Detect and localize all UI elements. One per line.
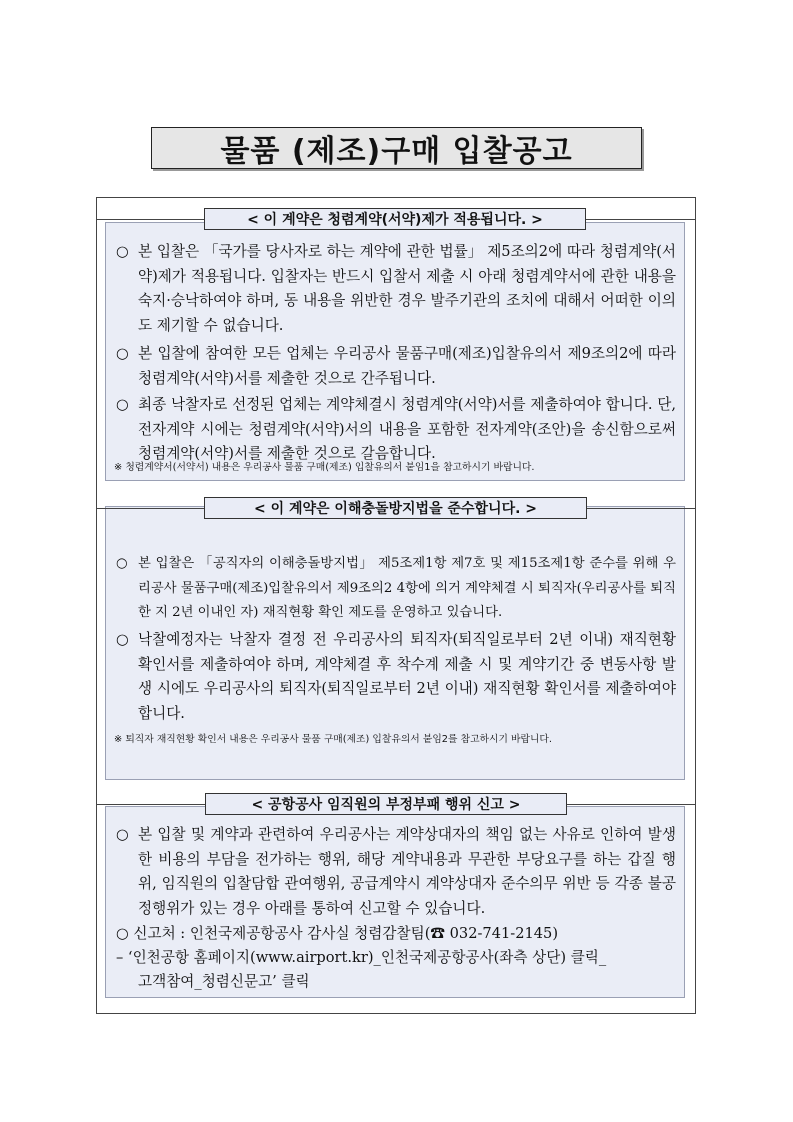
reference-note: ※ 퇴직자 재직현황 확인서 내용은 우리공사 물품 구매(제조) 입찰유의서 붙임2를 참고하시기 바랍니다. [114,734,553,745]
heading-rule-left [96,804,205,805]
bullet: ○ [116,556,128,571]
integrity-contract-heading: < 이 계약은 청렴계약(서약)제가 적용됩니다. > [204,208,586,230]
bullet: ○ [116,826,129,843]
reference-note: ※ 청렴계약서(서약서) 내용은 우리공사 물품 구매(제조) 입찰유의서 붙임1을 참고하시기 바랍니다. [114,462,535,473]
bullet: ○ [116,345,129,362]
corruption-report-heading: < 공항공사 임직원의 부정부패 행위 신고 > [205,793,567,815]
report-path-continued: 고객참여_청렴신문고’ 클릭 [138,973,310,990]
heading-rule-right [586,219,696,220]
bullet: ○ [116,631,129,648]
conflict-of-interest-heading: < 이 계약은 이해충돌방지법을 준수합니다. > [204,497,587,519]
heading-rule-left [96,219,204,220]
list-item-text: 최종 낙찰자로 선정된 업체는 계약체결시 청렴계약(서약)서를 제출하여야 합니다. 단, 전자계약 시에는 청렴계약(서약)서의 내용을 포함한 전자계약(조안)을 송신함으로써 청렴계약(서약)서를 제출한 것으로 갈음합니다. [138,396,676,463]
list-item-text: 본 입찰 및 계약과 관련하여 우리공사는 계약상대자의 책임 없는 사유로 인하여 발생한 비용의 부담을 전가하는 행위, 해당 계약내용과 무관한 부당요구를 하는 갑질 행위, 임직원의 입찰담합 관여행위, 공급계약시 계약상대자 준수의무 위반 등 각종 불공정행위가 있는 경우 아래를 통하여 신고할 수 있습니다. [138,826,676,917]
report-contact: ○ 신고처 : 인천국제공항공사 감사실 청렴감찰팀(☎ 032-741-2145) [116,925,559,942]
report-path: – ‘인천공항 홈페이지(www.airport.kr)_인천국제공항공사(좌측 상단) 클릭_ [116,949,607,966]
list-item-text: 본 입찰에 참여한 모든 업체는 우리공사 물품구매(제조)입찰유의서 제9조의2에 따라 청렴계약(서약)서를 제출한 것으로 간주됩니다. [138,345,676,387]
bullet: ○ [116,243,129,260]
bullet: ○ [116,396,129,413]
page-title: 물품 (제조)구매 입찰공고 [151,127,642,169]
heading-rule-right [587,508,696,509]
list-item-text: 본 입찰은 「공직자의 이해충돌방지법」 제5조제1항 제7호 및 제15조제1항 준수를 위해 우리공사 물품구매(제조)입찰유의서 제9조의2 4항에 의거 계약체결 시 퇴직자(우리공사를 퇴직한 지 2년 이내인 자) 재직현황 확인 제도를 운영하고 있습니다. [138,556,676,621]
list-item-text: 본 입찰은 「국가를 당사자로 하는 계약에 관한 법률」 제5조의2에 따라 청렴계약(서약)제가 적용됩니다. 입찰자는 반드시 입찰서 제출 시 아래 청렴계약서에 관한 내용을 숙지·승낙하여야 하며, 동 내용을 위반한 경우 발주기관의 조치에 대해서 어떠한 이의도 제기할 수 없습니다. [138,243,676,334]
heading-rule-left [96,508,204,509]
heading-rule-right [567,804,696,805]
list-item-text: 낙찰예정자는 낙찰자 결정 전 우리공사의 퇴직자(퇴직일로부터 2년 이내) 재직현황 확인서를 제출하여야 하며, 계약체결 후 착수계 제출 시 및 계약기간 중 변동사항 발생 시에도 우리공사의 퇴직자(퇴직일로부터 2년 이내) 재직현황 확인서를 제출하여야 합니다. [138,631,676,722]
